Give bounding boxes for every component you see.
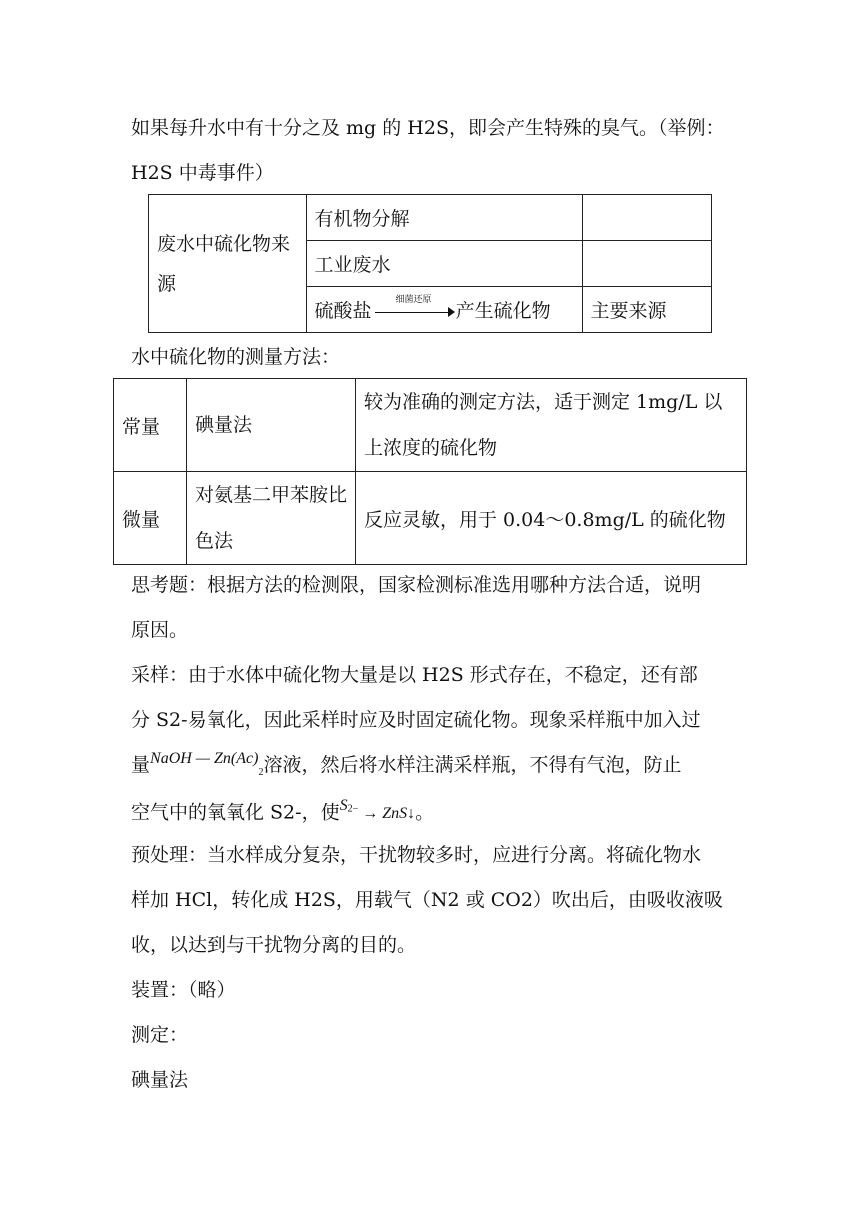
sulfide-sources-table: [148, 194, 712, 333]
methods-heading: 水中硫化物的测量方法：: [131, 346, 341, 368]
sampling-line-3-suffix: 溶液，然后将水样注满采样瓶，不得有气泡，防止: [263, 754, 682, 776]
sources-header-cell: 废水中硫化物来源: [149, 195, 307, 333]
sampling-line-3: [131, 750, 682, 784]
method-name-colorimetric: 对氨基二甲苯胺比色法: [187, 472, 356, 565]
pretreatment-line-3: 收，以达到与干扰物分离的目的。: [131, 934, 417, 956]
source-organic-note: [582, 195, 711, 241]
source-sulfate-note: 主要来源: [582, 287, 711, 333]
source-organic: 有机物分解: [306, 195, 582, 241]
source-industrial-note: [582, 241, 711, 287]
source-sulfate: [306, 287, 582, 333]
sampling-line-4-prefix: 空气中的氧氧化 S2-，使: [131, 801, 340, 824]
sampling-line-3-prefix: 量: [131, 754, 151, 776]
method-desc-iodine: 较为准确的测定方法，适于测定 1mg/L 以上浓度的硫化物: [356, 379, 747, 472]
methods-table: [113, 378, 747, 565]
think-line-1: 思考题：根据方法的检测限，国家检测标准选用哪种方法合适，说明: [131, 574, 702, 596]
sampling-line-4: [131, 799, 434, 825]
formula-s-base: S: [339, 797, 348, 815]
method-desc-colorimetric: 反应灵敏，用于 0.04～0.8mg/L 的硫化物: [356, 472, 747, 565]
source-industrial: 工业废水: [306, 241, 582, 287]
sampling-line-4-suffix: 。: [415, 801, 435, 824]
intro-line-2: H2S 中毒事件）: [131, 162, 274, 184]
sampling-line-2: 分 S2-易氧化，因此采样时应及时固定硫化物。现象采样瓶中加入过: [131, 709, 701, 731]
think-line-2: 原因。: [131, 619, 189, 641]
formula-subscript: 2: [258, 767, 264, 779]
method-range-constant: 常量: [114, 379, 187, 472]
method-range-trace: 微量: [114, 472, 187, 565]
pretreatment-line-1: 预处理：当水样成分复杂，干扰物较多时，应进行分离。将硫化物水: [131, 844, 702, 866]
sulfide-product-label: 产生硫化物: [455, 300, 551, 322]
intro-line-1: 如果每升水中有十分之及 mg 的 H2S，即会产生特殊的臭气。（举例：: [131, 117, 725, 139]
apparatus-line: 装置：（略）: [131, 979, 236, 1001]
sampling-line-1: 采样：由于水体中硫化物大量是以 H2S 形式存在，不稳定，还有部: [131, 664, 698, 686]
formula-naoh-znac: NaOH — Zn(Ac): [150, 750, 259, 767]
reaction-arrow: [373, 295, 455, 319]
iodine-method-heading: 碘量法: [131, 1069, 189, 1091]
arrow-label: 细菌还原: [395, 295, 432, 305]
formula-s-charge: 2−: [347, 804, 359, 815]
formula-zns: → ZnS↓: [358, 805, 416, 823]
sulfate-label: 硫酸盐: [314, 300, 372, 322]
measure-heading: 测定：: [131, 1024, 189, 1046]
pretreatment-line-2: 样加 HCl，转化成 H2S，用载气（N2 或 CO2）吹出后，由吸收液吸: [131, 889, 723, 911]
method-name-iodine: 碘量法: [187, 379, 356, 472]
arrow-head-icon: [448, 307, 455, 317]
